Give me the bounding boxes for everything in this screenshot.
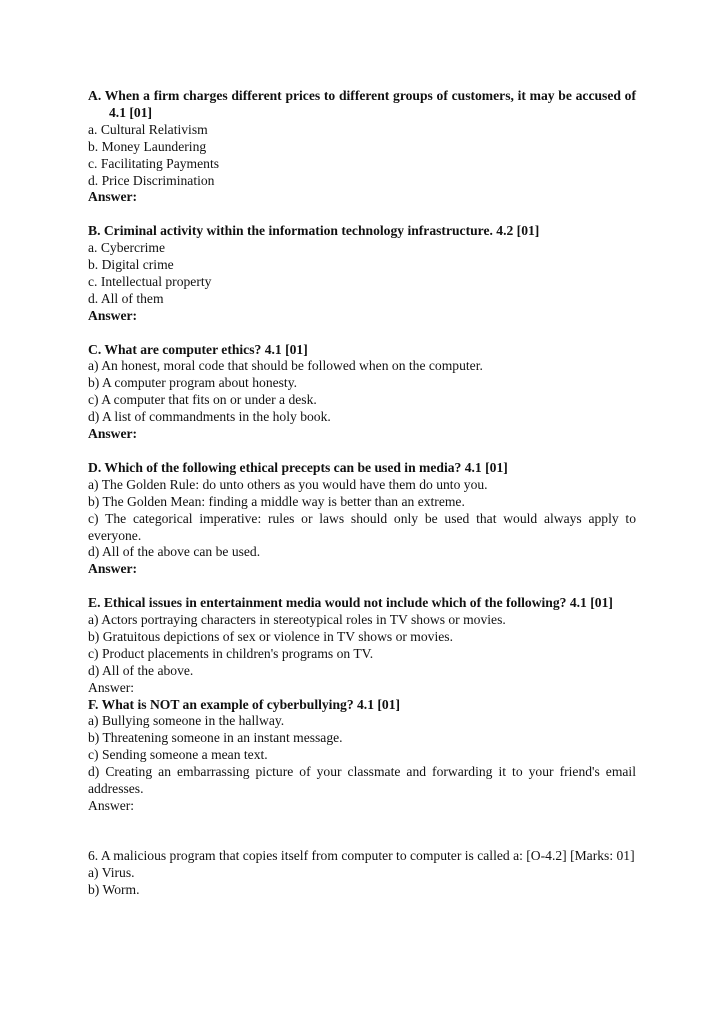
- option-d: d) All of the above can be used.: [88, 544, 261, 560]
- answer-label: Answer:: [88, 798, 135, 813]
- question-title: B. Criminal activity within the information technology infrastructure. 4.2 [01]: [88, 223, 540, 239]
- question-title: C. What are computer ethics? 4.1 [01]: [88, 341, 308, 357]
- option-b: b. Money Laundering: [88, 138, 207, 154]
- question-title: D. Which of the following ethical precepts can be used in media? 4.1 [01]: [88, 459, 508, 475]
- answer-label: Answer:: [88, 561, 138, 577]
- answer-label: Answer:: [88, 307, 138, 323]
- option-b: b) A computer program about honesty.: [88, 375, 298, 391]
- option-a: a. Cultural Relativism: [88, 121, 208, 137]
- option-c: c) The categorical imperative: rules or laws should only be used that would always apply to everyone.: [88, 510, 636, 543]
- option-c: c. Facilitating Payments: [88, 155, 220, 171]
- question-b: [88, 223, 636, 324]
- option-b: b) The Golden Mean: finding a middle way is better than an extreme.: [88, 493, 465, 509]
- option-b: b) Gratuitous depictions of sex or violence in TV shows or movies.: [88, 628, 453, 644]
- option-a: a) Bullying someone in the hallway.: [88, 713, 285, 729]
- option-d: d) A list of commandments in the holy book.: [88, 409, 331, 425]
- option-d: d) All of the above.: [88, 662, 194, 678]
- document-page: [88, 88, 636, 899]
- question-d: [88, 460, 636, 578]
- option-b: b) Worm.: [88, 881, 140, 897]
- question-c: [88, 342, 636, 443]
- option-a: a) Actors portraying characters in stereotypical roles in TV shows or movies.: [88, 612, 506, 628]
- option-d: d. Price Discrimination: [88, 172, 215, 188]
- option-a: a) Virus.: [88, 864, 135, 880]
- option-a: a) The Golden Rule: do unto others as you would have them do unto you.: [88, 476, 488, 492]
- answer-label: Answer:: [88, 679, 135, 695]
- answer-label: Answer:: [88, 189, 138, 205]
- option-c: c. Intellectual property: [88, 273, 212, 289]
- option-c: c) A computer that fits on or under a desk.: [88, 392, 317, 408]
- option-d: d) Creating an embarrassing picture of your classmate and forwarding it to your friend's email addresses.: [88, 764, 636, 797]
- question-e: [88, 595, 636, 696]
- question-title: E. Ethical issues in entertainment media would not include which of the following? 4.1 [01]: [88, 595, 613, 611]
- question-title: A. When a firm charges different prices to different groups of customers, it may be accused of 4.1 [01]: [88, 88, 636, 120]
- question-title: 6. A malicious program that copies itself from computer to computer is called a: [O-4.2] [Marks: 01]: [88, 847, 635, 863]
- question-title: F. What is NOT an example of cyberbullying? 4.1 [01]: [88, 696, 401, 712]
- option-d: d. All of them: [88, 290, 164, 306]
- option-c: c) Sending someone a mean text.: [88, 747, 268, 763]
- option-b: b. Digital crime: [88, 257, 174, 273]
- option-a: a) An honest, moral code that should be followed when on the computer.: [88, 358, 483, 374]
- question-a: [88, 88, 636, 206]
- answer-label: Answer:: [88, 426, 138, 442]
- option-b: b) Threatening someone in an instant message.: [88, 730, 343, 746]
- question-6: [88, 848, 636, 899]
- option-c: c) Product placements in children's programs on TV.: [88, 645, 374, 661]
- question-f: [88, 697, 636, 815]
- option-a: a. Cybercrime: [88, 240, 165, 256]
